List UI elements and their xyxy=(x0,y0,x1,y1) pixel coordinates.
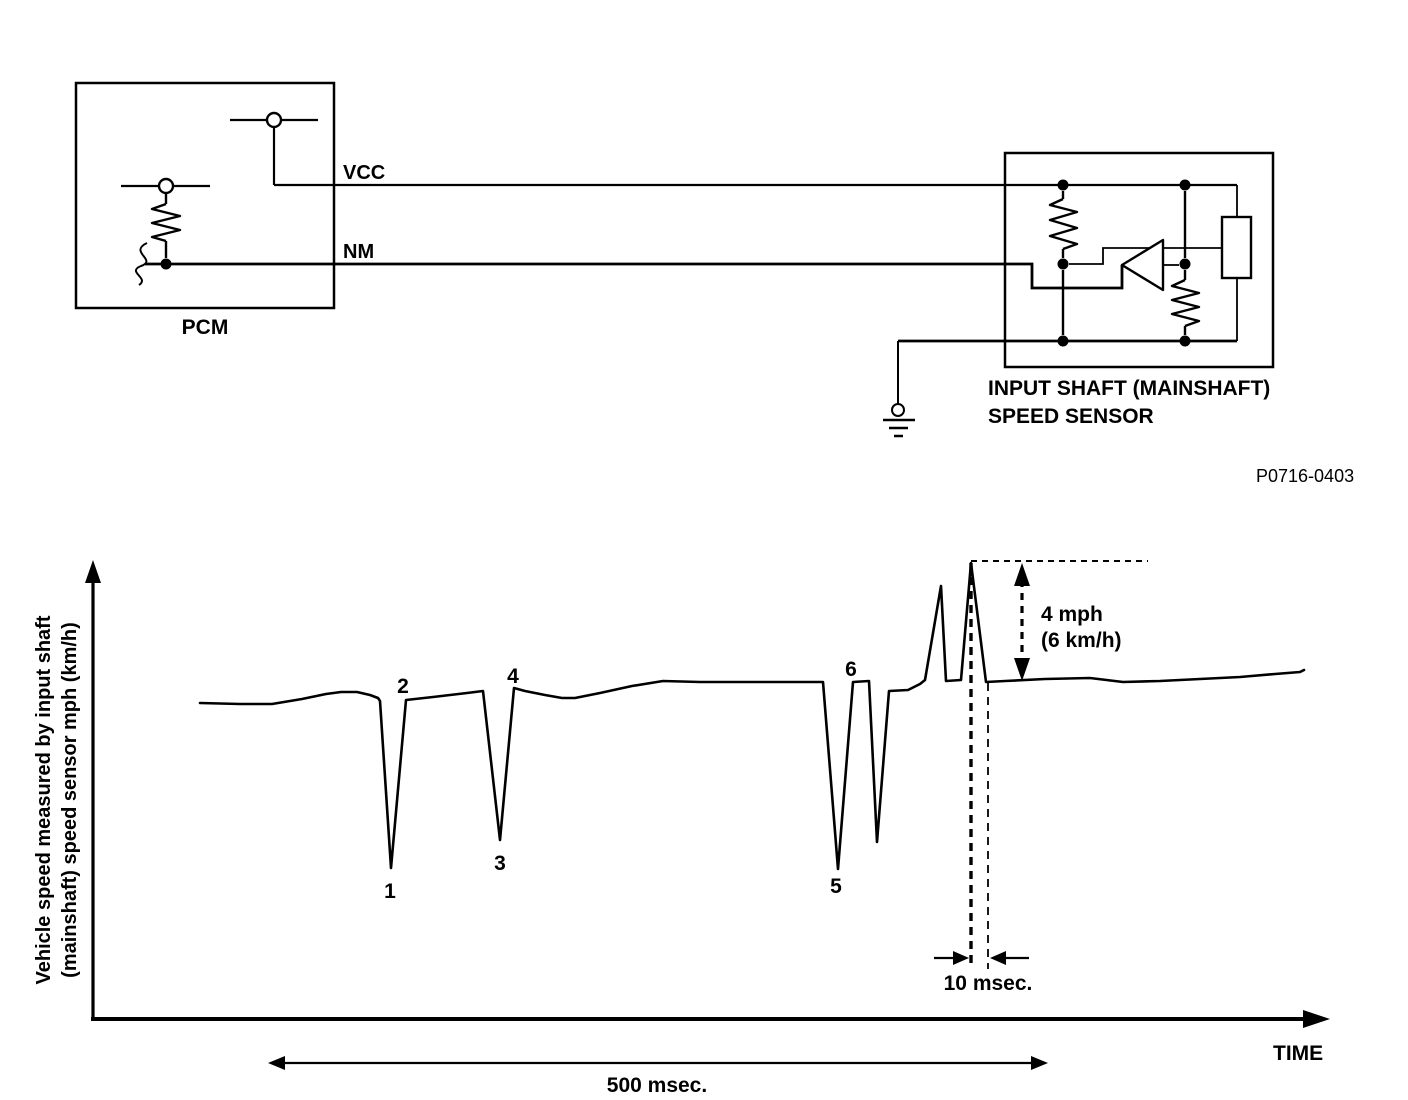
figure-code: P0716-0403 xyxy=(1256,466,1355,486)
spike-height-label-line1: 4 mph xyxy=(1041,603,1103,626)
vcc-wire-label: VCC xyxy=(343,162,386,184)
sensor-left-resistor xyxy=(1050,199,1077,249)
event-marker-2: 2 xyxy=(397,675,409,698)
x-axis-arrowhead-icon xyxy=(1303,1010,1330,1028)
sensor-label-line1: INPUT SHAFT (MAINSHAFT) xyxy=(988,377,1271,400)
pcm-pullup-terminal-circle xyxy=(159,179,173,193)
ground-terminal-circle xyxy=(892,404,904,416)
y-axis-label-line1: Vehicle speed measured by input shaft xyxy=(33,615,55,985)
y-axis-label-line2: (mainshaft) speed sensor mph (km/h) xyxy=(59,622,81,978)
spike-height-label-line2: (6 km/h) xyxy=(1041,629,1122,652)
speed-time-graph xyxy=(33,560,1330,1097)
arrow-left-icon xyxy=(268,1056,285,1070)
junction-dot xyxy=(1180,259,1191,270)
pcm-label: PCM xyxy=(181,316,229,339)
sensor-right-resistor xyxy=(1172,280,1199,326)
arrow-down-icon xyxy=(1014,658,1030,681)
window-duration-label: 500 msec. xyxy=(606,1074,708,1097)
sensor-label-line2: SPEED SENSOR xyxy=(988,405,1154,428)
junction-dot xyxy=(1058,336,1069,347)
speed-curve xyxy=(200,563,1304,869)
arrow-left-icon xyxy=(990,951,1006,965)
pcm-box xyxy=(76,83,334,308)
event-marker-1: 1 xyxy=(384,880,396,903)
nm-wire-label: NM xyxy=(343,241,375,263)
junction-dot xyxy=(1180,336,1191,347)
spike-duration-label: 10 msec. xyxy=(943,972,1033,995)
event-marker-4: 4 xyxy=(507,665,519,688)
event-marker-6: 6 xyxy=(845,658,857,681)
arrow-up-icon xyxy=(1014,563,1030,586)
x-axis-label: TIME xyxy=(1273,1042,1324,1065)
hall-element xyxy=(1222,217,1251,278)
junction-dot xyxy=(1058,259,1069,270)
pcm-pullup-resistor xyxy=(152,204,180,241)
ground-icon xyxy=(883,420,915,436)
y-axis-arrowhead-icon xyxy=(85,560,101,583)
circuit-schematic xyxy=(76,83,1354,486)
event-marker-5: 5 xyxy=(830,875,842,898)
arrow-right-icon xyxy=(1031,1056,1048,1070)
arrow-right-icon xyxy=(953,951,969,965)
event-marker-3: 3 xyxy=(494,852,506,875)
nm-wire xyxy=(145,264,1122,288)
junction-dot xyxy=(1180,180,1191,191)
pcm-vcc-terminal-circle xyxy=(267,113,281,127)
junction-dot xyxy=(1058,180,1069,191)
